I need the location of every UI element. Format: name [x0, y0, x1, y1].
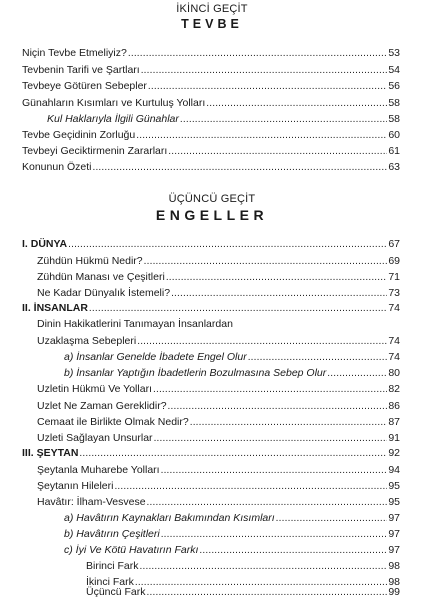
toc-entry[interactable] [86, 558, 400, 573]
leader-dots [140, 560, 388, 573]
toc-entry[interactable] [86, 584, 400, 599]
toc-page: 97 [388, 544, 400, 556]
toc-entry[interactable] [37, 285, 400, 300]
toc-label: Günahların Kısımları ve Kurtuluş Yolları [22, 97, 206, 109]
toc-page: 91 [388, 432, 400, 444]
toc-entry[interactable] [22, 127, 400, 142]
toc-label: III. ŞEYTAN [22, 447, 79, 459]
leader-dots [166, 271, 388, 284]
toc-entry[interactable] [22, 62, 400, 77]
toc-label: Cemaat ile Birlikte Olmak Nedir? [37, 416, 189, 428]
toc-entry[interactable] [22, 236, 400, 251]
toc-entry[interactable] [37, 462, 400, 477]
toc-label: Uzaklaşma Sebepleri [37, 335, 137, 347]
leader-dots [180, 113, 387, 126]
toc-page: 71 [388, 271, 400, 283]
toc-label: Kul Haklarıyla İlgili Günahlar [47, 113, 179, 125]
toc-entry[interactable] [64, 542, 400, 557]
toc-entry[interactable] [64, 510, 400, 525]
toc-label: Niçin Tevbe Etmeliyiz? [22, 47, 127, 59]
section-heading-1: İKİNCİ GEÇİT [176, 3, 248, 15]
leader-dots [114, 480, 387, 493]
section-title-1: TEVBE [181, 17, 243, 31]
leader-dots [276, 512, 388, 525]
leader-dots [136, 129, 387, 142]
leader-dots [137, 335, 387, 348]
leader-dots [206, 97, 387, 110]
toc-page: 56 [388, 80, 400, 92]
leader-dots [154, 432, 388, 445]
toc-label: Uzleti Sağlayan Unsurlar [37, 432, 153, 444]
toc-label: b) Havâtırın Çeşitleri [64, 528, 160, 540]
toc-page: 97 [388, 528, 400, 540]
toc-label: Uzlet Ne Zaman Gereklidir? [37, 400, 167, 412]
toc-entry[interactable] [22, 95, 400, 110]
leader-dots [199, 544, 387, 557]
toc-label: Birinci Fark [86, 560, 139, 572]
leader-dots [147, 586, 388, 599]
toc-label: Üçüncü Fark [86, 586, 146, 598]
leader-dots [148, 80, 387, 93]
toc-page: 58 [388, 113, 400, 125]
toc-label: c) İyi Ve Kötü Havatırın Farkı [64, 544, 199, 556]
leader-dots [89, 302, 387, 315]
toc-entry[interactable] [22, 45, 400, 60]
toc-page: 86 [388, 400, 400, 412]
toc-page: 80 [388, 367, 400, 379]
section-title-2: ENGELLER [155, 207, 269, 223]
toc-page: 92 [388, 447, 400, 459]
leader-dots [147, 496, 388, 509]
leader-dots [248, 351, 388, 364]
toc-entry[interactable] [37, 398, 400, 413]
toc-page: 98 [388, 576, 400, 588]
toc-entry[interactable] [37, 430, 400, 445]
toc-page: 63 [388, 161, 400, 173]
toc-label: Tevbeyi Geciktirmenin Zararları [22, 145, 168, 157]
toc-entry[interactable] [22, 445, 400, 460]
toc-page: 95 [388, 480, 400, 492]
toc-label: Konunun Özeti [22, 161, 92, 173]
leader-dots [161, 528, 388, 541]
leader-dots [141, 64, 388, 77]
leader-dots [190, 416, 388, 429]
toc-entry[interactable] [37, 269, 400, 284]
toc-page: 69 [388, 255, 400, 267]
leader-dots [161, 464, 388, 477]
toc-entry[interactable] [64, 526, 400, 541]
toc-page: 95 [388, 496, 400, 508]
toc-entry[interactable] [22, 159, 400, 174]
toc-entry[interactable] [37, 494, 400, 509]
toc-page: 74 [388, 302, 400, 314]
toc-label: Şeytanla Muharebe Yolları [37, 464, 160, 476]
leader-dots [68, 238, 387, 251]
toc-page: 74 [388, 351, 400, 363]
toc-entry[interactable] [22, 78, 400, 93]
toc-page: 74 [388, 335, 400, 347]
toc-label: Zühdün Manası ve Çeşitleri [37, 271, 165, 283]
toc-page: 73 [388, 287, 400, 299]
leader-dots [144, 255, 388, 268]
toc-label: Havâtır: İlham-Vesvese [37, 496, 146, 508]
toc-label: Şeytanın Hileleri [37, 480, 114, 492]
toc-entry[interactable] [64, 365, 400, 380]
toc-label: I. DÜNYA [22, 238, 68, 250]
toc-label: Tevbenin Tarifi ve Şartları [22, 64, 140, 76]
toc-label: Zühdün Hükmü Nedir? [37, 255, 143, 267]
toc-label: Tevbe Geçidinin Zorluğu [22, 129, 136, 141]
toc-entry[interactable] [22, 143, 400, 158]
toc-label: İkinci Fark [86, 576, 134, 588]
toc-entry[interactable] [37, 478, 400, 493]
toc-entry[interactable] [37, 381, 400, 396]
toc-label: II. İNSANLAR [22, 302, 88, 314]
leader-dots [171, 287, 387, 300]
toc-label-continued: Dinin Hakikatlerini Tanımayan İnsanlardan [37, 318, 233, 330]
toc-entry[interactable] [37, 414, 400, 429]
toc-label: a) İnsanlar Genelde İbadete Engel Olur [64, 351, 247, 363]
leader-dots [168, 145, 387, 158]
toc-label: Uzletin Hükmü Ve Yolları [37, 383, 152, 395]
toc-page: 94 [388, 464, 400, 476]
toc-entry[interactable] [47, 111, 400, 126]
leader-dots [128, 47, 387, 60]
toc-page: 97 [388, 512, 400, 524]
toc-page: 58 [388, 97, 400, 109]
toc-page: 98 [388, 560, 400, 572]
toc-page: 53 [388, 47, 400, 59]
leader-dots [327, 367, 387, 380]
toc-entry[interactable] [64, 349, 400, 364]
leader-dots [79, 447, 387, 460]
toc-label: Ne Kadar Dünyalık İstemeli? [37, 287, 171, 299]
toc-page: 61 [388, 145, 400, 157]
toc-page: 60 [388, 129, 400, 141]
toc-page: 87 [388, 416, 400, 428]
section-heading-2: ÜÇÜNCÜ GEÇİT [168, 193, 256, 205]
toc-page: 67 [388, 238, 400, 250]
toc-entry[interactable] [22, 300, 400, 315]
toc-page: 82 [388, 383, 400, 395]
leader-dots [153, 383, 387, 396]
toc-label: b) İnsanlar Yaptığın İbadetlerin Bozulmasına Sebep Olur [64, 367, 327, 379]
toc-page: 54 [388, 64, 400, 76]
toc-entry[interactable] [37, 333, 400, 348]
leader-dots [168, 400, 388, 413]
toc-label: a) Havâtırın Kaynakları Bakımından Kısımları [64, 512, 275, 524]
leader-dots [92, 161, 387, 174]
toc-entry[interactable] [37, 253, 400, 268]
toc-label: Tevbeye Götüren Sebepler [22, 80, 147, 92]
toc-page: 99 [388, 586, 400, 598]
